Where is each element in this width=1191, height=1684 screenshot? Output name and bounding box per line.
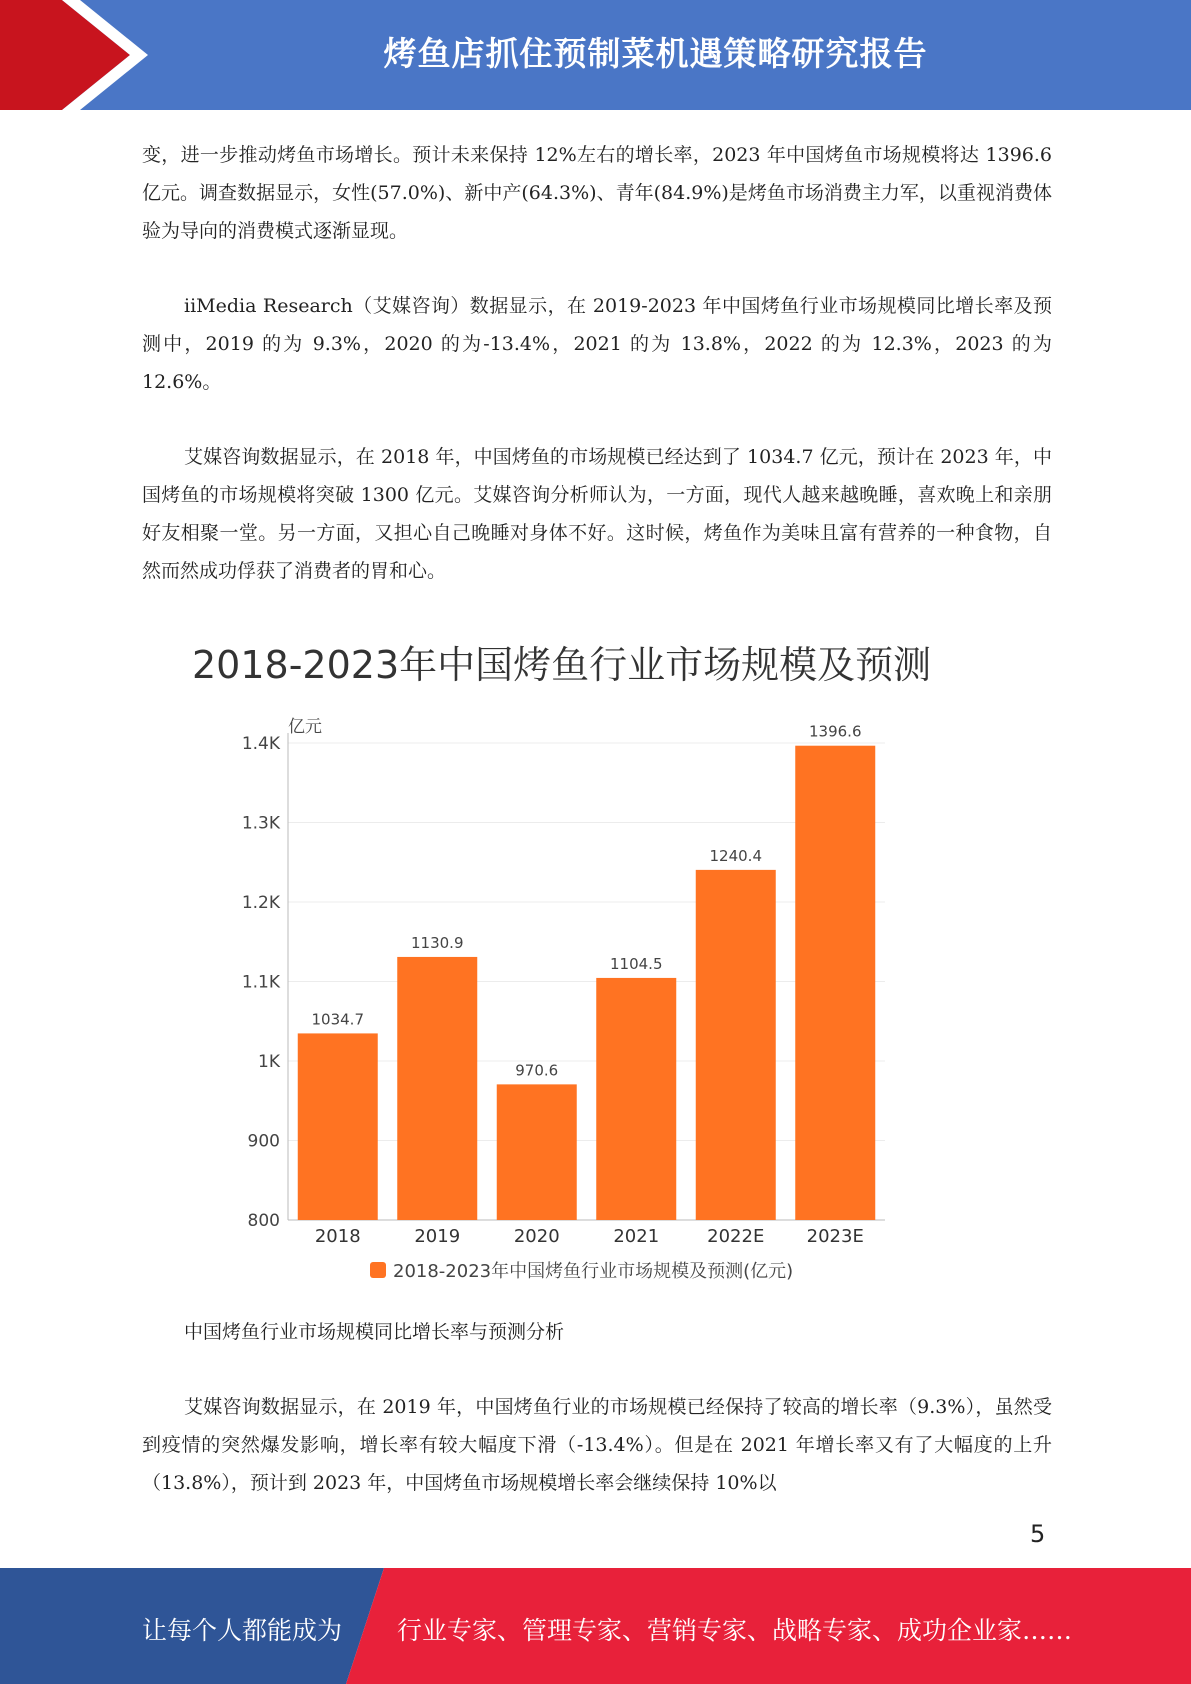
- page-number: 5: [1030, 1520, 1046, 1548]
- x-tick-label: 2021: [613, 1226, 660, 1247]
- bar-2022e: [696, 870, 776, 1220]
- bar-value-label: 1130.9: [411, 933, 464, 952]
- footer-slogan: 让每个人都能成为: [142, 1616, 343, 1645]
- bar-2023e: [795, 746, 875, 1220]
- section-heading-container: [142, 1313, 1052, 1351]
- x-tick-label: 2018: [314, 1226, 361, 1247]
- bar-value-label: 1104.5: [610, 954, 663, 973]
- paragraph-5-container: [142, 1388, 1052, 1502]
- chart-value-labels: [312, 723, 862, 1080]
- bar-value-label: 970.6: [515, 1061, 559, 1080]
- chart-x-ticks: [315, 1226, 864, 1247]
- paragraph-2-container: [142, 287, 1052, 401]
- bar-2019: [397, 957, 477, 1220]
- bar-chart-svg: [180, 640, 1010, 1290]
- y-tick-label: 1.4K: [241, 734, 280, 754]
- y-tick-label: 1K: [258, 1052, 280, 1072]
- chart-title: 2018-2023年中国烤鱼行业市场规模及预测: [192, 643, 932, 687]
- bar-2018: [298, 1033, 378, 1220]
- section-heading: 中国烤鱼行业市场规模同比增长率与预测分析: [184, 1321, 565, 1343]
- x-tick-label: 2020: [513, 1226, 560, 1247]
- y-tick-label: 900: [247, 1131, 280, 1152]
- chart-y-ticks: [242, 734, 281, 1231]
- footer-expert-list: 行业专家、管理专家、营销专家、战略专家、成功企业家……: [397, 1616, 1073, 1645]
- bar-value-label: 1240.4: [709, 846, 762, 865]
- paragraph-3-container: [142, 438, 1052, 590]
- paragraph-1: 变，进一步推动烤鱼市场增长。预计未来保持 12%左右的增长率，2023 年中国烤鱼市场规模将达 1396.6 亿元。调查数据显示，女性(57.0%)、新中产(64.3%)、青年(84.9%)是烤鱼市场消费主力军，以重视消费体验为导向的消费模式逐渐显现。: [142, 144, 1052, 242]
- bar-value-label: 1396.6: [809, 722, 862, 741]
- legend-label: 2018-2023年中国烤鱼行业市场规模及预测(亿元): [393, 1261, 794, 1282]
- paragraph-1-container: [142, 136, 1052, 250]
- paragraph-2: iiMedia Research（艾媒咨询）数据显示，在 2019-2023 年中国烤鱼行业市场规模同比增长率及预测中，2019 的为 9.3%，2020 的为-13.4%，2021 的为 13.8%，2022 的为 12.3%，2023 的为 12.6%。: [142, 295, 1052, 393]
- chart-bars: [298, 746, 876, 1220]
- legend-swatch: [370, 1262, 386, 1278]
- paragraph-5: 艾媒咨询数据显示，在 2019 年，中国烤鱼行业的市场规模已经保持了较高的增长率（9.3%），虽然受到疫情的突然爆发影响，增长率有较大幅度下滑（-13.4%）。但是在 2021 年增长率又有了大幅度的上升（13.8%），预计到 2023 年，中国烤鱼市场规模增长率会继续保持 10%以: [142, 1396, 1052, 1494]
- x-tick-label: 2023E: [806, 1226, 864, 1247]
- market-size-chart: [180, 640, 1010, 1290]
- report-title: 烤鱼店抓住预制菜机遇策略研究报告: [383, 34, 928, 73]
- chart-y-axis-label: 亿元: [288, 717, 322, 737]
- page-header: [0, 0, 1191, 110]
- paragraph-3: 艾媒咨询数据显示，在 2018 年，中国烤鱼的市场规模已经达到了 1034.7 亿元，预计在 2023 年，中国烤鱼的市场规模将突破 1300 亿元。艾媒咨询分析师认为，一方面，现代人越来越晚睡，喜欢晚上和亲朋好友相聚一堂。另一方面，又担心自己晚睡对身体不好。这时候，烤鱼作为美味且富有营养的一种食物，自然而然成功俘获了消费者的胃和心。: [142, 446, 1052, 582]
- y-tick-label: 1.1K: [241, 972, 280, 993]
- y-tick-label: 800: [247, 1211, 280, 1231]
- y-tick-label: 1.3K: [241, 813, 280, 834]
- bar-2021: [596, 978, 676, 1220]
- bar-value-label: 1034.7: [311, 1010, 364, 1029]
- x-tick-label: 2019: [414, 1226, 461, 1247]
- x-tick-label: 2022E: [707, 1226, 765, 1247]
- bar-2020: [497, 1084, 577, 1220]
- page-footer: [0, 1568, 1191, 1684]
- y-tick-label: 1.2K: [241, 893, 280, 913]
